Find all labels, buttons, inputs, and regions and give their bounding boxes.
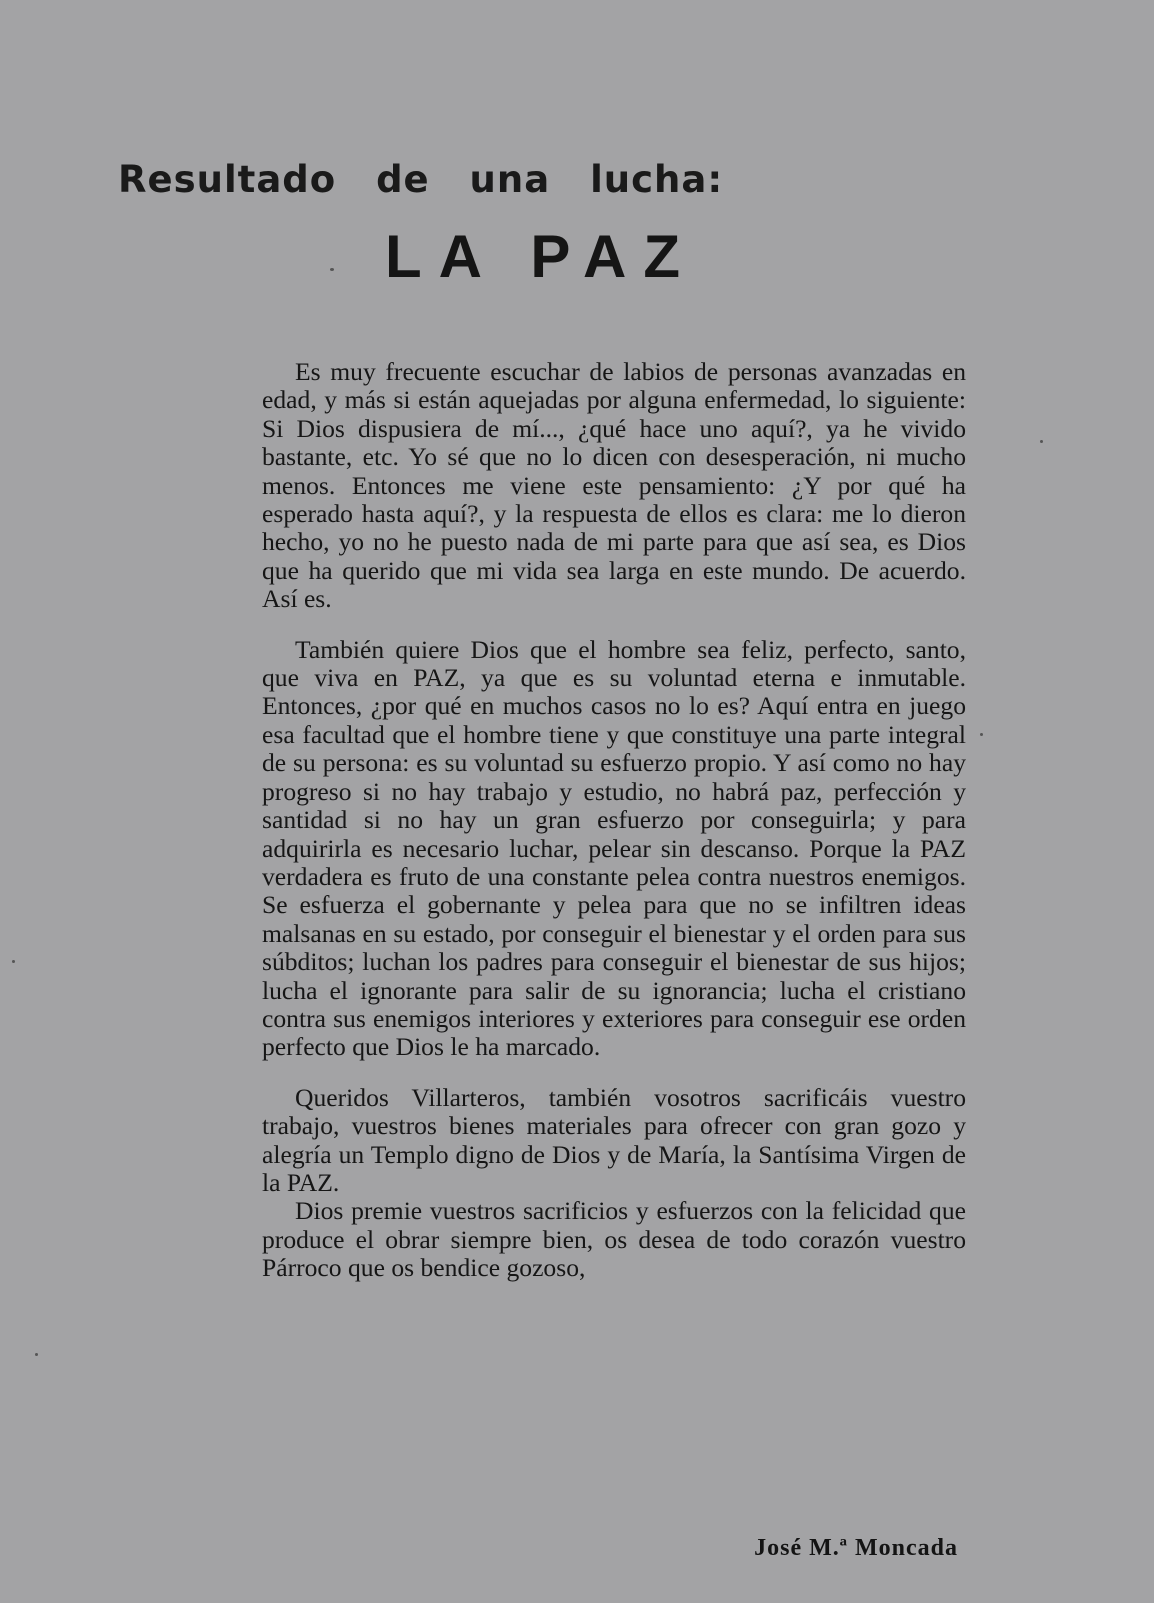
print-speck: [1040, 440, 1043, 443]
paragraph-3: Queridos Villarteros, también vosotros sacrificáis vuestro trabajo, vuestros bienes materiales para ofrecer con gran gozo y alegría un Templo digno de Dios y de María, la Santísima Virgen de la PAZ.: [262, 1082, 966, 1197]
paragraph-2: También quiere Dios que el hombre sea feliz, perfecto, santo, que viva en PAZ, ya que es su voluntad eterna e inmutable. Entonces, ¿por qué en muchos casos no lo es? Aquí entra en juego esa facultad que el hombre tiene y que constituye una parte integral de su persona: es su voluntad su esfuerzo propio. Y así como no hay progreso si no hay trabajo y estudio, no habrá paz, perfección y santidad si no hay un gran esfuerzo por conseguirla; y para adquirirla es necesario luchar, pelear sin descanso. Porque la PAZ verdadera es fruto de una constante pelea contra nuestros enemigos. Se esfuerza el gobernante y pelea para que no se infiltren ideas malsanas en su estado, por conseguir el bienestar y el orden para sus súbditos; luchan los padres para conseguir el bienestar de sus hijos; lucha el ignorante para salir de su ignorancia; lucha el cristiano contra sus enemigos interiores y exteriores para conseguir ese orden perfecto que Dios le ha marcado.: [262, 634, 966, 1062]
print-speck: [330, 268, 334, 271]
print-speck: [35, 1353, 38, 1356]
article-body: [262, 358, 966, 1283]
paragraph-4: Dios premie vuestros sacrificios y esfuerzos con la felicidad que produce el obrar siempre bien, os desea de todo corazón vuestro Párroco que os bendice gozoso,: [262, 1196, 966, 1283]
print-speck: [980, 733, 983, 736]
article-kicker: Resultado de una lucha:: [118, 158, 724, 201]
paragraph-1: Es muy frecuente escuchar de labios de personas avanzadas en edad, y más si están aquejadas por alguna enfermedad, lo siguiente: Si Dios dispusiera de mí..., ¿qué hace uno aquí?, ya he vivido bastante, etc. Yo sé que no lo dicen con desesperación, ni mucho menos. Entonces me viene este pensamiento: ¿Y por qué ha esperado hasta aquí?, y la respuesta de ellos es clara: me lo dieron hecho, yo no he puesto nada de mi parte para que así sea, es Dios que ha querido que mi vida sea larga en este mundo. De acuerdo. Así es.: [262, 357, 966, 614]
signature: José M.ª Moncada: [754, 1535, 958, 1561]
article-headline: LA PAZ: [385, 223, 697, 290]
print-speck: [12, 960, 15, 963]
